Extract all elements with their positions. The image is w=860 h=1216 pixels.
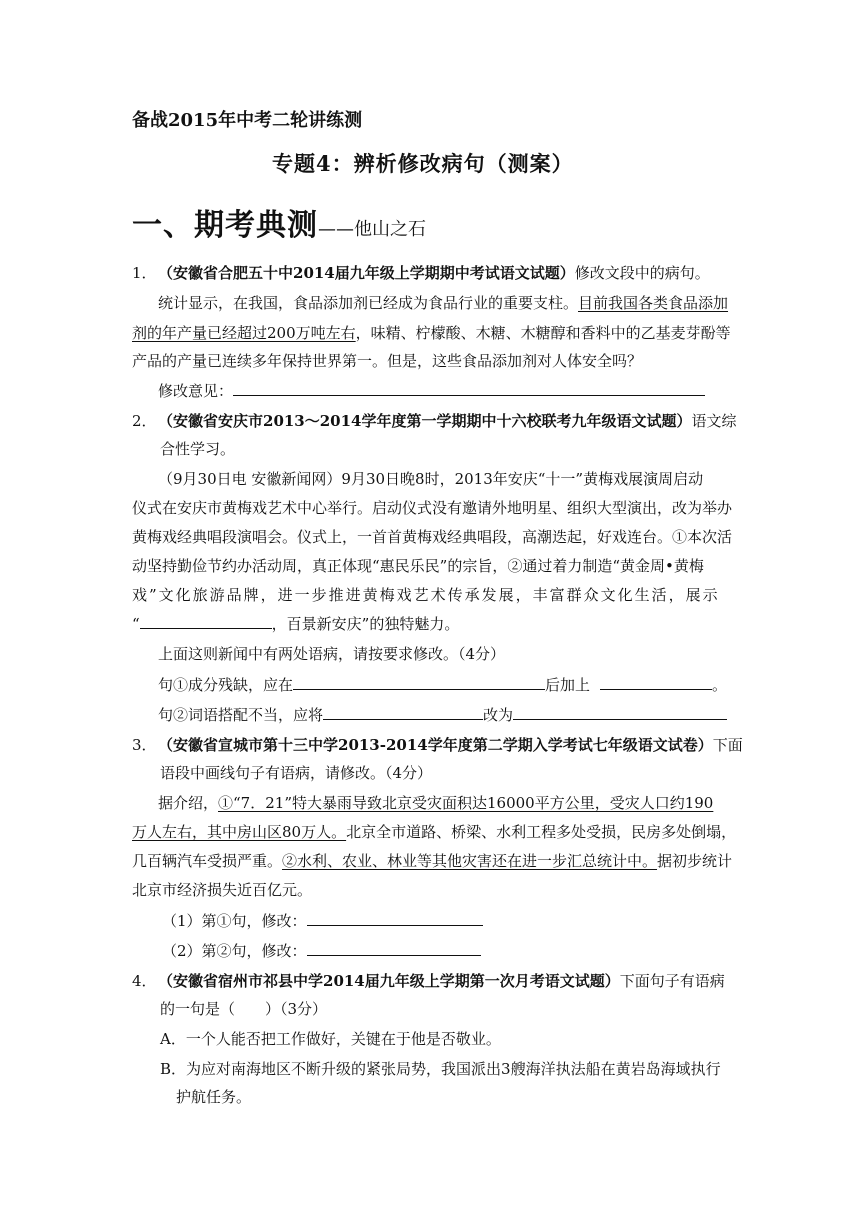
passage-text: 北京全市道路、桥梁、水利工程多处受损，民房多处倒塌，	[346, 823, 737, 841]
topic-title: 专题4：辨析修改病句（测案）	[272, 151, 574, 176]
underlined-sentence: 目前我国各类食品添加	[578, 294, 729, 312]
question-1-passage-line-2	[132, 322, 731, 343]
series-title: 备战2015年中考二轮讲练测	[132, 110, 363, 131]
fix-label: 句①成分残缺，应在	[158, 676, 294, 694]
section-heading	[132, 200, 426, 244]
question-1-passage-line-3: 产品的产量已连续多年保持世界第一。但是，这些食品添加剂对人体安全吗？	[132, 352, 643, 370]
underlined-sentence: ①“7．21”特大暴雨导致北京受灾面积达16000平方公里，受灾人口约190	[218, 794, 714, 812]
underlined-sentence: ②水利、农业、林业等其他灾害还在进一步汇总统计中。	[282, 852, 658, 870]
passage-text: 几百辆汽车受损严重。	[132, 852, 283, 870]
question-number: 3．	[132, 736, 157, 754]
question-3-passage-line-4: 北京市经济损失近百亿元。	[132, 881, 313, 899]
question-number: 2．	[132, 412, 157, 430]
question-2-passage-line-4: 动坚持勤俭节约办活动周，真正体现“惠民乐民”的宗旨，②通过着力制造“黄金周•黄梅	[132, 557, 704, 575]
question-source: （安徽省安庆市2013～2014学年度第一学期期中十六校联考九年级语文试题）	[158, 412, 692, 430]
question-number: 1．	[132, 264, 157, 282]
question-3-header	[132, 734, 743, 755]
question-2-fix-2	[158, 704, 727, 725]
question-4-header	[132, 970, 725, 991]
answer-blank[interactable]	[307, 911, 483, 926]
answer-blank[interactable]	[293, 675, 545, 690]
question-1-header	[132, 262, 710, 283]
option-b-cont: 护航任务。	[176, 1088, 252, 1106]
section-title: 一、期考典测	[132, 208, 318, 243]
question-4-prompt-cont: 的一句是（ ）（3分）	[160, 1000, 328, 1018]
question-source: （安徽省宣城市第十三中学2013-2014学年度第二学期入学考试七年级语文试卷）	[158, 736, 713, 754]
fix-label: （1）第①句，修改：	[162, 912, 307, 930]
question-2-header	[132, 410, 737, 431]
fill-blank[interactable]	[140, 614, 272, 629]
answer-blank[interactable]	[323, 705, 483, 720]
fix-label: 改为	[483, 706, 514, 724]
question-prompt: 语文综	[691, 412, 737, 430]
answer-blank[interactable]	[233, 381, 705, 396]
question-3-prompt-cont: 语段中画线句子有语病，请修改。（4分）	[160, 764, 433, 782]
question-3-passage-line-1	[158, 792, 713, 813]
question-3-fix-2	[162, 940, 481, 961]
answer-blank[interactable]	[600, 675, 712, 690]
question-1-passage-line-1	[158, 292, 728, 313]
passage-text: ，味精、柠檬酸、木糖、木糖醇和香料中的乙基麦芽酚等	[355, 324, 731, 342]
passage-text: 据介绍，	[158, 794, 219, 812]
question-2-passage-line-6	[132, 613, 459, 634]
fix-label: 。	[712, 676, 728, 694]
option-b[interactable]: B．为应对南海地区不断升级的紧张局势，我国派出3艘海洋执法船在黄岩岛海域执行	[160, 1060, 721, 1078]
fix-label: 后加上	[545, 676, 591, 694]
question-2-passage-line-1: （9月30日电 安徽新闻网）9月30日晚8时，2013年安庆“十一”黄梅戏展演周启动	[158, 470, 704, 488]
question-3-passage-line-2	[132, 821, 736, 842]
question-3-passage-line-3	[132, 850, 732, 871]
question-prompt: 修改文段中的病句。	[574, 264, 710, 282]
fix-label: （2）第②句，修改：	[162, 942, 307, 960]
question-source: （安徽省宿州市祁县中学2014届九年级上学期第一次月考语文试题）	[158, 972, 620, 990]
passage-text: 据初步统计	[657, 852, 733, 870]
option-a[interactable]: A．一个人能否把工作做好，关键在于他是否敬业。	[160, 1030, 501, 1048]
question-2-instruction: 上面这则新闻中有两处语病，请按要求修改。（4分）	[158, 645, 506, 663]
question-prompt: 下面句子有语病	[619, 972, 725, 990]
question-2-fix-1	[158, 674, 727, 695]
question-3-fix-1	[162, 910, 483, 931]
question-number: 4．	[132, 972, 157, 990]
question-1-answer	[158, 380, 705, 401]
underlined-sentence: 剂的年产量已经超过200万吨左右	[132, 324, 356, 342]
question-2-passage-line-3: 黄梅戏经典唱段演唱会。仪式上，一首首黄梅戏经典唱段，高潮迭起，好戏连台。①本次活	[132, 528, 733, 546]
question-2-passage-line-2: 仪式在安庆市黄梅戏艺术中心举行。启动仪式没有邀请外地明星、组织大型演出，改为举办	[132, 499, 733, 517]
answer-blank[interactable]	[307, 941, 481, 956]
underlined-sentence: 万人左右，其中房山区80万人。	[132, 823, 347, 841]
question-prompt: 下面	[712, 736, 743, 754]
fix-label: 句②词语搭配不当，应将	[158, 706, 324, 724]
question-2-passage-line-5: 戏”文化旅游品牌，进一步推进黄梅戏艺术传承发展，丰富群众文化生活，展示	[132, 586, 720, 604]
question-source: （安徽省合肥五十中2014届九年级上学期期中考试语文试题）	[158, 264, 575, 282]
section-subtitle: ——他山之石	[318, 219, 426, 240]
answer-label: 修改意见：	[158, 382, 234, 400]
question-2-prompt-cont: 合性学习。	[160, 440, 236, 458]
passage-text: 统计显示，在我国，食品添加剂已经成为食品行业的重要支柱。	[158, 294, 579, 312]
passage-text: ，百景新安庆”的独特魅力。	[271, 615, 460, 633]
passage-text: “	[132, 615, 140, 633]
answer-blank[interactable]	[513, 705, 727, 720]
